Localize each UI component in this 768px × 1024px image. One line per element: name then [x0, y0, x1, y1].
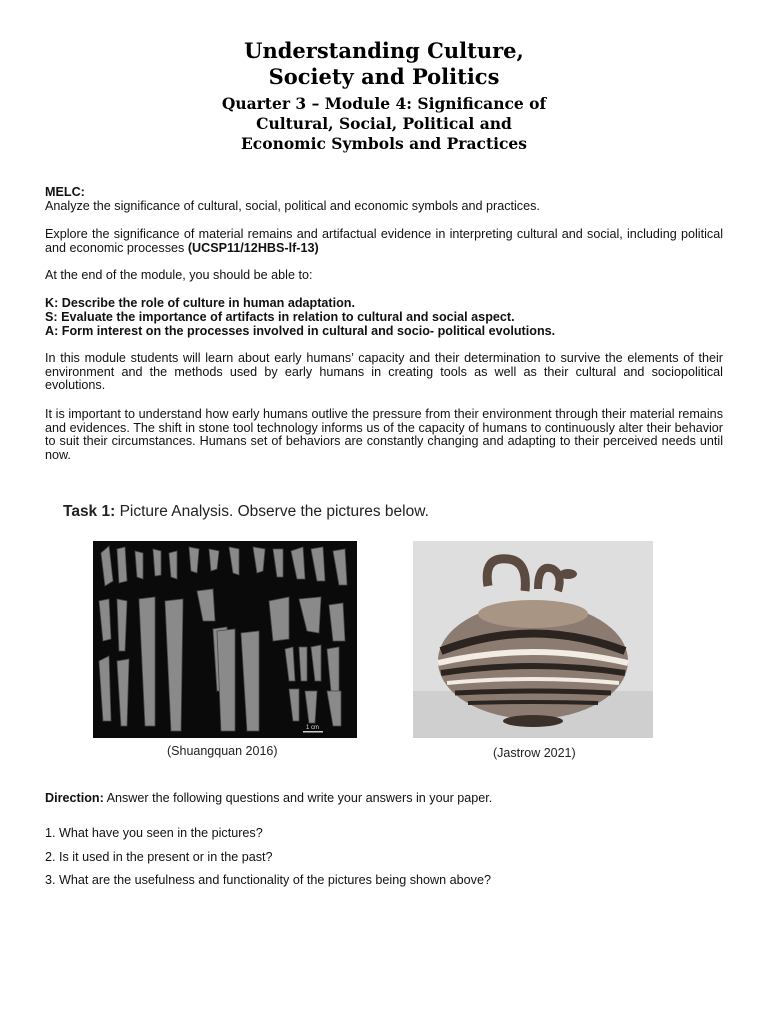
stone-tools-illustration — [93, 541, 357, 738]
title-block — [0, 38, 768, 154]
competency-code: (UCSP11/12HBS-lf-13) — [187, 240, 319, 255]
direction-label: Direction: — [45, 791, 104, 805]
module-subtitle-line1: Quarter 3 – Module 4: Significance of — [221, 94, 547, 113]
module-subtitle-line3: Economic Symbols and Practices — [240, 134, 528, 153]
module-subtitle-line2: Cultural, Social, Political and — [256, 114, 512, 133]
stone-tools-photo — [93, 541, 357, 738]
document-title-line1: Understanding Culture, — [244, 38, 524, 63]
task-text: Picture Analysis. Observe the pictures below. — [115, 503, 429, 520]
scale-label: 1 cm — [306, 725, 320, 731]
question-3: 3. What are the usefulness and functionality of the pictures being shown above? — [45, 873, 491, 887]
question-2: 2. Is it used in the present or in the past? — [45, 850, 273, 864]
right-picture-caption: (Jastrow 2021) — [493, 746, 576, 760]
task-1-heading — [63, 503, 429, 521]
explore-paragraph — [45, 228, 723, 255]
melc-label: MELC: — [45, 185, 85, 199]
objective-s: S: Evaluate the importance of artifacts in relation to cultural and social aspect. — [45, 310, 515, 324]
direction-text: Answer the following questions and write your answers in your paper. — [103, 791, 493, 805]
objective-a: A: Form interest on the processes involved in cultural and socio- political evolutions. — [45, 324, 556, 338]
intro-text: At the end of the module, you should be able to: — [45, 268, 313, 282]
question-1: 1. What have you seen in the pictures? — [45, 826, 263, 840]
objective-k: K: Describe the role of culture in human adaptation. — [45, 296, 355, 310]
direction-line — [45, 791, 492, 805]
paragraph-2: It is important to understand how early humans outlive the pressure from their environment through their material remains and evidences. The shift in stone tool technology informs us of the capacity of humans to continuously alter their behavior to suit their circumstances. Humans set of behaviors are constantly changing and adapting to their perceived needs until now. — [45, 407, 723, 462]
left-picture-caption: (Shuangquan 2016) — [167, 744, 278, 758]
paragraph-1: In this module students will learn about early humans’ capacity and their determination to survive the elements of their environment and the methods used by early humans in creating tools as well as their cultural and sociopolitical evolutions. — [45, 351, 723, 393]
document-title-line2: Society and Politics — [268, 64, 500, 89]
ancient-jar-illustration — [413, 541, 653, 738]
explore-text: Explore the significance of material remains and artifactual evidence in interpreting cultural and social, including political and economic processes — [45, 227, 723, 255]
melc-text: Analyze the significance of cultural, social, political and economic symbols and practices. — [45, 199, 540, 213]
task-label: Task 1: — [63, 503, 116, 520]
ancient-jar-photo — [413, 541, 653, 738]
